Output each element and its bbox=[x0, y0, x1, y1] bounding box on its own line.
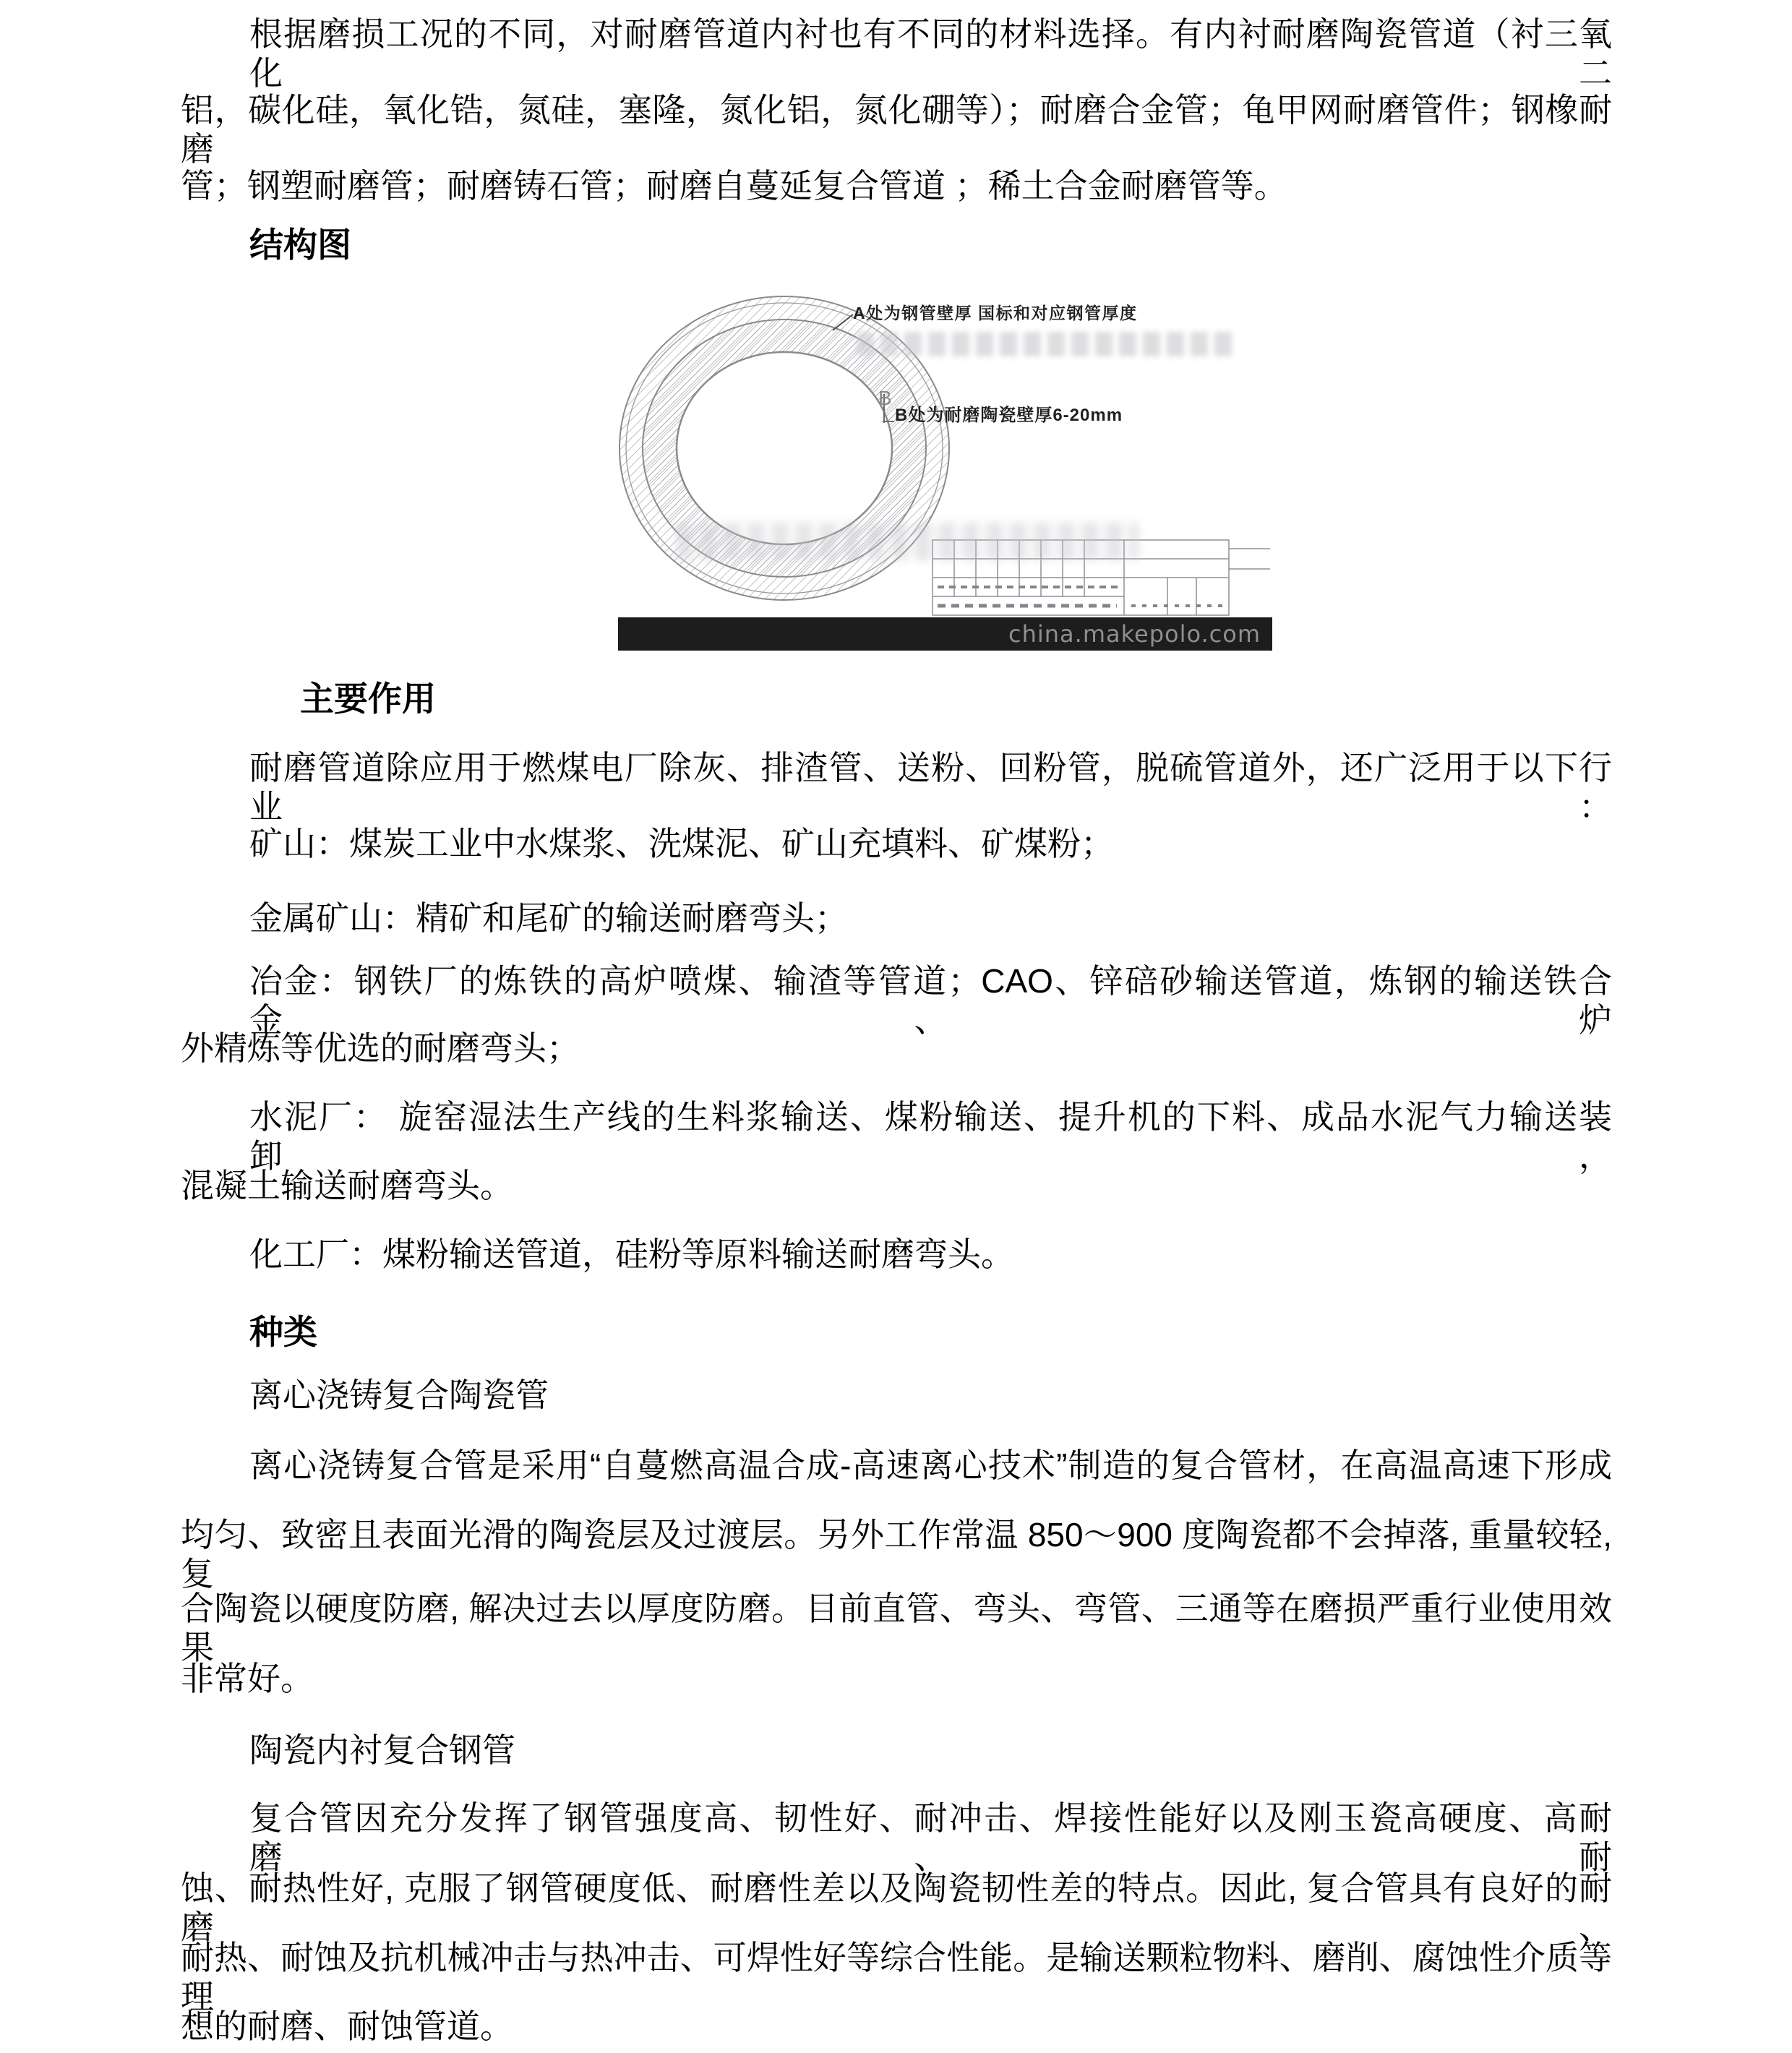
figure-marker-b: B bbox=[878, 387, 892, 409]
body-line: 矿山：煤炭工业中水煤浆、洗煤泥、矿山充填料、矿煤粉； bbox=[249, 825, 1114, 862]
body-line: 非常好。 bbox=[181, 1660, 314, 1697]
section-heading-structure: 结构图 bbox=[249, 226, 351, 264]
body-line: 耐磨管道除应用于燃煤电厂除灰、排渣管、送粉、回粉管，脱硫管道外，还广泛用于以下行业： bbox=[249, 749, 1612, 826]
body-line: 蚀、耐热性好, 克服了钢管硬度低、耐磨性差以及陶瓷韧性差的特点。因此, 复合管具有良好的耐磨、 bbox=[181, 1869, 1612, 1947]
body-line: 均匀、致密且表面光滑的陶瓷层及过渡层。另外工作常温 850～900 度陶瓷都不会掉落, 重量较轻, 复 bbox=[181, 1516, 1612, 1593]
body-line: 管；钢塑耐磨管；耐磨铸石管；耐磨自蔓延复合管道 ；稀土合金耐磨管等。 bbox=[181, 167, 1287, 205]
body-line: 铝，碳化硅，氧化锆，氮硅，塞隆，氮化铝，氮化硼等）；耐磨合金管；龟甲网耐磨管件；钢橡耐磨 bbox=[181, 91, 1612, 168]
body-line: 耐热、耐蚀及抗机械冲击与热冲击、可焊性好等综合性能。是输送颗粒物料、磨削、腐蚀性介质等理 bbox=[181, 1939, 1612, 2016]
body-line: 化工厂：煤粉输送管道，硅粉等原料输送耐磨弯头。 bbox=[249, 1235, 1014, 1273]
watermark-bar bbox=[618, 617, 1272, 651]
body-line: 复合管因充分发挥了钢管强度高、韧性好、耐冲击、焊接性能好以及刚玉瓷高硬度、高耐磨、耐 bbox=[249, 1799, 1612, 1877]
scan-ghost-text bbox=[676, 523, 1139, 560]
figure-label-a: A处为钢管壁厚 国标和对应钢管厚度 bbox=[853, 304, 1138, 322]
pipe-structure-figure bbox=[618, 286, 1272, 654]
body-line: 水泥厂： 旋窑湿法生产线的生料浆输送、煤粉输送、提升机的下料、成品水泥气力输送装卸， bbox=[249, 1098, 1612, 1175]
section-heading-types: 种类 bbox=[249, 1313, 317, 1351]
body-line: 离心浇铸复合陶瓷管 bbox=[249, 1376, 549, 1414]
body-line: 冶金：钢铁厂的炼铁的高炉喷煤、输渣等管道；CAO、锌碚砂输送管道，炼钢的输送铁合金、炉 bbox=[249, 962, 1612, 1040]
body-line: 混凝土输送耐磨弯头。 bbox=[181, 1167, 513, 1204]
body-line: 外精炼等优选的耐磨弯头； bbox=[181, 1029, 580, 1067]
body-line: 离心浇铸复合管是采用“自蔓燃高温合成-高速离心技术”制造的复合管材，在高温高速下形成 bbox=[249, 1446, 1612, 1484]
scan-ghost-text bbox=[857, 332, 1232, 356]
body-line: 金属矿山：精矿和尾矿的输送耐磨弯头； bbox=[249, 899, 848, 937]
body-line: 根据磨损工况的不同，对耐磨管道内衬也有不同的材料选择。有内衬耐磨陶瓷管道（衬三氧化二 bbox=[249, 15, 1612, 93]
body-line: 合陶瓷以硬度防磨, 解决过去以厚度防磨。目前直管、弯头、弯管、三通等在磨损严重行业使用效果 bbox=[181, 1590, 1612, 1667]
watermark-text: china.makepolo.com bbox=[1008, 620, 1261, 648]
section-heading-main-use: 主要作用 bbox=[300, 680, 436, 718]
body-line: 陶瓷内衬复合钢管 bbox=[249, 1731, 515, 1769]
figure-label-b: B处为耐磨陶瓷壁厚6-20mm bbox=[895, 406, 1123, 425]
body-line: 想的耐磨、耐蚀管道。 bbox=[181, 2007, 513, 2045]
